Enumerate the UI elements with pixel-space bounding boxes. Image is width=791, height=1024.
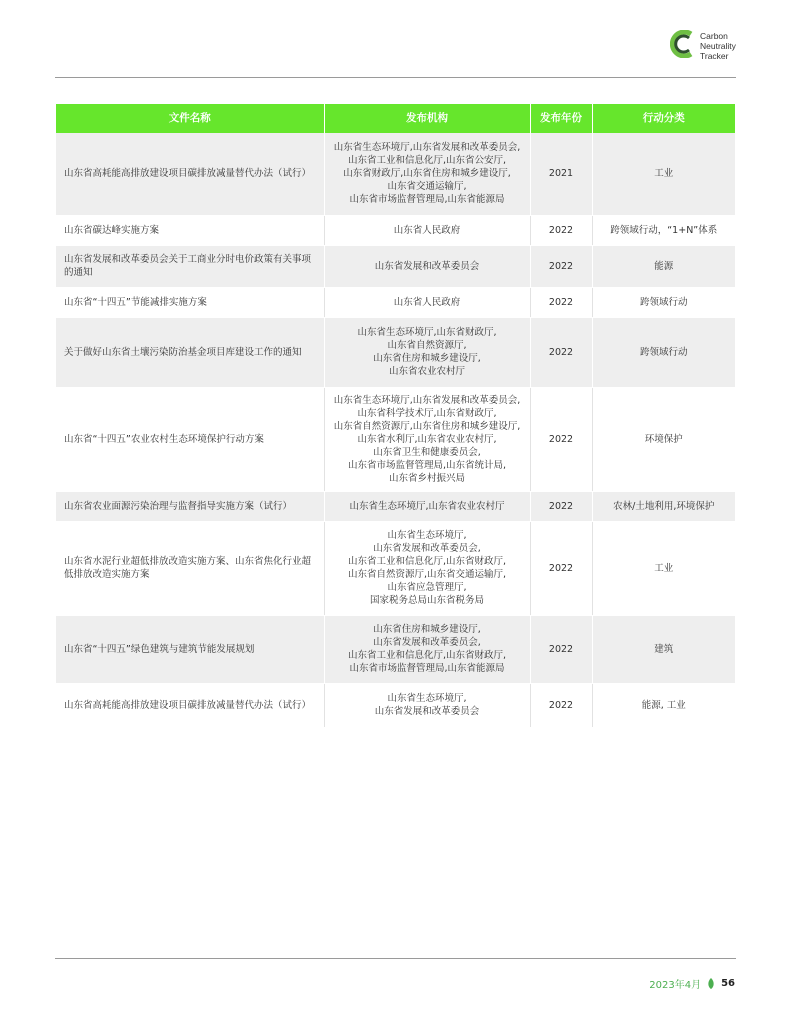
issuing-body-cell: 山东省住房和城乡建设厅, 山东省发展和改革委员会, 山东省工业和信息化厅,山东省财政厅, 山东省市场监督管理局,山东省能源局 [324, 615, 530, 683]
document-name-cell: 山东省高耗能高排放建设项目碳排放减量替代办法（试行） [56, 133, 324, 215]
year-cell: 2022 [530, 615, 592, 683]
category-cell: 跨领域行动 [592, 317, 735, 387]
footer-date: 2023年4月 [649, 980, 702, 991]
leaf-icon [707, 978, 715, 989]
page-number: 56 [721, 978, 735, 989]
issuing-body-cell: 山东省生态环境厅,山东省财政厅, 山东省自然资源厅, 山东省住房和城乡建设厅, 山东省农业农村厅 [324, 317, 530, 387]
year-cell: 2022 [530, 387, 592, 491]
year-cell: 2022 [530, 287, 592, 317]
document-name-cell: 山东省发展和改革委员会关于工商业分时电价政策有关事项的通知 [56, 245, 324, 287]
year-cell: 2022 [530, 245, 592, 287]
document-name-cell: 山东省“十四五”农业农村生态环境保护行动方案 [56, 387, 324, 491]
category-cell: 能源 [592, 245, 735, 287]
table-header-row [56, 104, 735, 133]
document-name-cell: 山东省碳达峰实施方案 [56, 215, 324, 245]
bottom-divider [55, 958, 736, 959]
year-cell: 2022 [530, 521, 592, 615]
issuing-body-cell: 山东省生态环境厅,山东省发展和改革委员会, 山东省工业和信息化厅,山东省公安厅, 山东省财政厅,山东省住房和城乡建设厅, 山东省交通运输厅, 山东省市场监督管理局,山东省能源局 [324, 133, 530, 215]
issuing-body-cell: 山东省人民政府 [324, 215, 530, 245]
header-document-name: 文件名称 [56, 104, 324, 133]
document-name-cell: 山东省农业面源污染治理与监督指导实施方案（试行） [56, 491, 324, 521]
table-row [56, 683, 735, 727]
year-cell: 2021 [530, 133, 592, 215]
category-cell: 跨领域行动 [592, 287, 735, 317]
category-cell: 环境保护 [592, 387, 735, 491]
table-row [56, 245, 735, 287]
table-row [56, 317, 735, 387]
category-cell: 能源, 工业 [592, 683, 735, 727]
category-cell: 跨领域行动，“1+N”体系 [592, 215, 735, 245]
document-name-cell: 山东省“十四五”节能减排实施方案 [56, 287, 324, 317]
policy-table [56, 104, 735, 728]
year-cell: 2022 [530, 491, 592, 521]
table-row [56, 491, 735, 521]
page-footer [649, 976, 735, 991]
logo-text: Carbon Neutrality Tracker [700, 31, 736, 61]
table-row [56, 215, 735, 245]
year-cell: 2022 [530, 317, 592, 387]
category-cell: 建筑 [592, 615, 735, 683]
category-cell: 工业 [592, 133, 735, 215]
header-year: 发布年份 [530, 104, 592, 133]
year-cell: 2022 [530, 683, 592, 727]
issuing-body-cell: 山东省人民政府 [324, 287, 530, 317]
issuing-body-cell: 山东省生态环境厅,山东省发展和改革委员会, 山东省科学技术厅,山东省财政厅, 山东省自然资源厅,山东省住房和城乡建设厅, 山东省水利厅,山东省农业农村厅, 山东省卫生和健康委员会, 山东省市场监督管理局,山东省统计局, 山东省乡村振兴局 [324, 387, 530, 491]
logo-c-icon [670, 30, 696, 58]
table-row [56, 133, 735, 215]
table-row [56, 387, 735, 491]
header-issuing-body: 发布机构 [324, 104, 530, 133]
issuing-body-cell: 山东省生态环境厅,山东省农业农村厅 [324, 491, 530, 521]
top-divider [55, 77, 736, 78]
header-category: 行动分类 [592, 104, 735, 133]
document-name-cell: 山东省高耗能高排放建设项目碳排放减量替代办法（试行） [56, 683, 324, 727]
table-row [56, 521, 735, 615]
document-name-cell: 山东省“十四五”绿色建筑与建筑节能发展规划 [56, 615, 324, 683]
issuing-body-cell: 山东省生态环境厅, 山东省发展和改革委员会, 山东省工业和信息化厅,山东省财政厅, 山东省自然资源厅,山东省交通运输厅, 山东省应急管理厅, 国家税务总局山东省税务局 [324, 521, 530, 615]
document-name-cell: 山东省水泥行业超低排放改造实施方案、山东省焦化行业超低排放改造实施方案 [56, 521, 324, 615]
issuing-body-cell: 山东省发展和改革委员会 [324, 245, 530, 287]
table-row [56, 287, 735, 317]
category-cell: 农林/土地利用,环境保护 [592, 491, 735, 521]
category-cell: 工业 [592, 521, 735, 615]
year-cell: 2022 [530, 215, 592, 245]
issuing-body-cell: 山东省生态环境厅, 山东省发展和改革委员会 [324, 683, 530, 727]
table-row [56, 615, 735, 683]
document-name-cell: 关于做好山东省土壤污染防治基金项目库建设工作的通知 [56, 317, 324, 387]
carbon-neutrality-tracker-logo [670, 30, 750, 64]
